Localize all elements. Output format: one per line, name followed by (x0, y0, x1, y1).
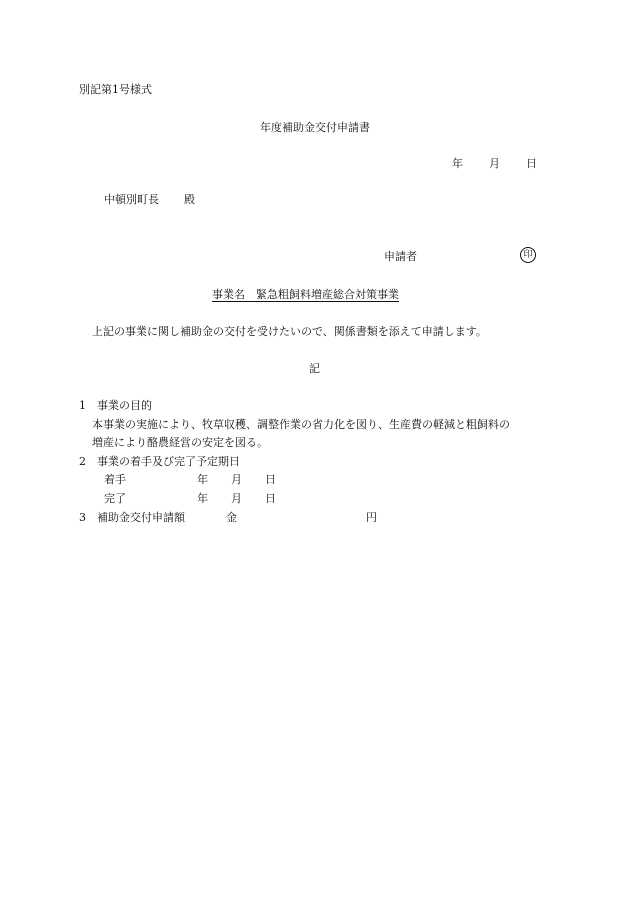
date-month: 月 (489, 157, 500, 170)
document-title: 年度補助金交付申請書 (260, 121, 370, 134)
start-day: 日 (265, 473, 276, 486)
purpose-line2: 増産により酪農経営の安定を図る。 (92, 436, 268, 449)
start-month: 月 (231, 473, 242, 486)
purpose-line1: 本事業の実施により、牧草収穫、調整作業の省力化を図り、生産費の軽減と粗飼料の (92, 418, 510, 431)
end-month: 月 (231, 492, 242, 505)
amount-heading: 3 補助金交付申請額 (79, 511, 185, 524)
date-year: 年 (452, 157, 463, 170)
start-year: 年 (197, 473, 208, 486)
project-name: 事業名 緊急粗飼料増産総合対策事業 (212, 288, 399, 301)
amount-kin: 金 (226, 511, 237, 524)
end-label: 完了 (104, 492, 126, 505)
addressee-honorific: 殿 (184, 193, 195, 206)
purpose-heading: 1 事業の目的 (79, 399, 152, 412)
date-day: 日 (526, 157, 537, 170)
end-day: 日 (265, 492, 276, 505)
seal-mark: 印 (520, 247, 536, 263)
schedule-heading: 2 事業の着手及び完了予定期日 (79, 455, 240, 468)
end-year: 年 (197, 492, 208, 505)
applicant-label: 申請者 (384, 250, 417, 263)
ki-heading: 記 (309, 362, 320, 375)
intro-text: 上記の事業に関し補助金の交付を受けたいので、関係書類を添えて申請します。 (92, 325, 487, 338)
start-label: 着手 (104, 473, 126, 486)
amount-yen: 円 (366, 511, 377, 524)
form-number: 別記第1号様式 (79, 83, 152, 96)
addressee-name: 中頓別町長 (104, 193, 159, 206)
